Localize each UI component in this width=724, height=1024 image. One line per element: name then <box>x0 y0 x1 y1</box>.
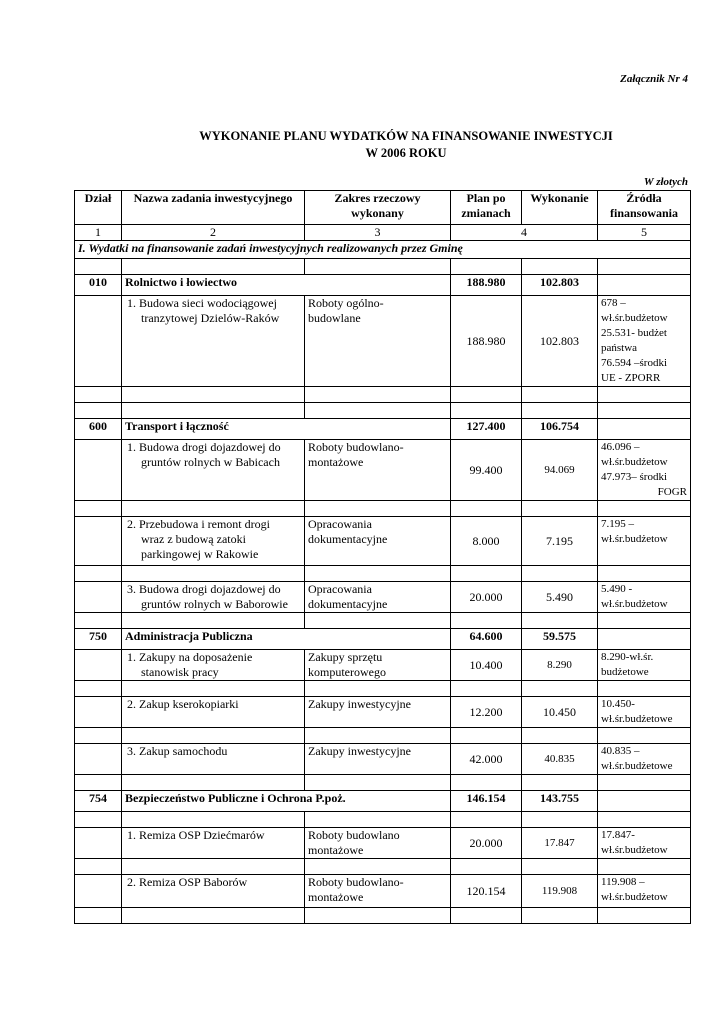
title-line-2: W 2006 ROKU <box>365 146 447 160</box>
task-row <box>75 296 691 387</box>
task-exec: 119.908 <box>522 875 598 908</box>
task-plan: 12.200 <box>451 697 522 728</box>
task-scope: Roboty budowlano- montażowe <box>305 875 451 908</box>
task-plan: 120.154 <box>451 875 522 908</box>
spacer-row <box>75 908 691 924</box>
dept-name: Rolnictwo i łowiectwo <box>122 275 451 296</box>
dept-plan: 127.400 <box>451 419 522 440</box>
task-name: 1. Budowa drogi dojazdowej do gruntów rolnych w Babicach <box>122 440 305 501</box>
header-plan: Plan po zmianach <box>451 191 522 225</box>
task-row <box>75 517 691 566</box>
spacer-row <box>75 501 691 517</box>
spacer-row <box>75 728 691 744</box>
task-name: 2. Zakup kserokopiarki <box>122 697 305 728</box>
task-exec: 17.847 <box>522 828 598 859</box>
dept-code: 010 <box>75 275 122 296</box>
colnum-1: 1 <box>75 225 122 241</box>
spacer-row <box>75 613 691 629</box>
task-name: 2. Przebudowa i remont drogi wraz z budową zatoki parkingowej w Rakowie <box>122 517 305 566</box>
task-row <box>75 697 691 728</box>
task-exec: 102.803 <box>522 296 598 387</box>
task-row <box>75 582 691 613</box>
task-plan: 99.400 <box>451 440 522 501</box>
task-exec: 40.835 <box>522 744 598 775</box>
task-source: 119.908 – wł.śr.budżetow <box>598 875 691 908</box>
task-source: 678 – wł.śr.budżetow 25.531- budżet państwa 76.594 –środki UE - ZPORR <box>598 296 691 387</box>
spacer-row <box>75 387 691 403</box>
department-row <box>75 629 691 650</box>
task-scope: Opracowania dokumentacyjne <box>305 582 451 613</box>
task-name: 1. Zakupy na doposażenie stanowisk pracy <box>122 650 305 681</box>
unit-label: W złotych <box>643 176 688 188</box>
task-name: 3. Budowa drogi dojazdowej do gruntów rolnych w Baborowie <box>122 582 305 613</box>
task-source: 5.490 - wł.śr.budżetow <box>598 582 691 613</box>
task-source: 10.450- wł.śr.budżetowe <box>598 697 691 728</box>
task-row <box>75 828 691 859</box>
department-row <box>75 275 691 296</box>
spacer-row <box>75 812 691 828</box>
task-scope: Zakupy inwestycyjne <box>305 697 451 728</box>
document-title <box>75 128 724 162</box>
annex-label: Załącznik Nr 4 <box>620 73 688 85</box>
header-dzial: Dział <box>75 191 122 225</box>
spacer-row <box>75 775 691 791</box>
dept-exec: 143.755 <box>522 791 598 812</box>
task-plan: 20.000 <box>451 828 522 859</box>
spacer-row <box>75 681 691 697</box>
header-exec: Wykonanie <box>522 191 598 225</box>
task-source: 7.195 – wł.śr.budżetow <box>598 517 691 566</box>
task-exec: 94.069 <box>522 440 598 501</box>
dept-exec: 59.575 <box>522 629 598 650</box>
task-scope: Roboty budowlano montażowe <box>305 828 451 859</box>
task-plan: 8.000 <box>451 517 522 566</box>
task-plan: 188.980 <box>451 296 522 387</box>
dept-exec: 102.803 <box>522 275 598 296</box>
dept-code: 600 <box>75 419 122 440</box>
task-scope: Roboty budowlano- montażowe <box>305 440 451 501</box>
task-scope: Opracowania dokumentacyjne <box>305 517 451 566</box>
dept-code: 750 <box>75 629 122 650</box>
task-row <box>75 744 691 775</box>
task-exec: 5.490 <box>522 582 598 613</box>
dept-name: Bezpieczeństwo Publiczne i Ochrona P.poż. <box>122 791 451 812</box>
dept-code: 754 <box>75 791 122 812</box>
dept-name: Administracja Publiczna <box>122 629 451 650</box>
task-plan: 10.400 <box>451 650 522 681</box>
task-source: 40.835 – wł.śr.budżetowe <box>598 744 691 775</box>
dept-exec: 106.754 <box>522 419 598 440</box>
task-row <box>75 650 691 681</box>
task-name: 1. Budowa sieci wodociągowej tranzytowej Dzielów-Raków <box>122 296 305 387</box>
spacer-row <box>75 566 691 582</box>
colnum-2: 2 <box>122 225 305 241</box>
section-row <box>75 241 691 259</box>
dept-plan: 64.600 <box>451 629 522 650</box>
header-src: Źródła finansowania <box>598 191 691 225</box>
task-scope: Zakupy sprzętu komputerowego <box>305 650 451 681</box>
task-plan: 20.000 <box>451 582 522 613</box>
title-line-1: WYKONANIE PLANU WYDATKÓW NA FINANSOWANIE INWESTYCJI <box>199 129 613 143</box>
spacer-row <box>75 259 691 275</box>
department-row <box>75 419 691 440</box>
task-scope: Roboty ogólno- budowlane <box>305 296 451 387</box>
colnum-4: 4 <box>451 225 598 241</box>
task-row <box>75 440 691 501</box>
task-source: 46.096 – wł.śr.budżetow 47.973– środki FOGR <box>598 440 691 501</box>
colnum-5: 5 <box>598 225 691 241</box>
section-title: I. Wydatki na finansowanie zadań inwestycyjnych realizowanych przez Gminę <box>75 241 691 259</box>
header-scope: Zakres rzeczowy wykonany <box>305 191 451 225</box>
task-name: 2. Remiza OSP Baborów <box>122 875 305 908</box>
task-exec: 7.195 <box>522 517 598 566</box>
header-name: Nazwa zadania inwestycyjnego <box>122 191 305 225</box>
colnum-3: 3 <box>305 225 451 241</box>
task-exec: 10.450 <box>522 697 598 728</box>
spacer-row <box>75 403 691 419</box>
task-source: 17.847- wł.śr.budżetow <box>598 828 691 859</box>
task-row <box>75 875 691 908</box>
spacer-row <box>75 859 691 875</box>
task-name: 1. Remiza OSP Dziećmarów <box>122 828 305 859</box>
investment-table <box>74 190 691 924</box>
department-row <box>75 791 691 812</box>
task-source: 8.290-wł.śr. budżetowe <box>598 650 691 681</box>
column-number-row <box>75 225 691 241</box>
task-plan: 42.000 <box>451 744 522 775</box>
dept-plan: 188.980 <box>451 275 522 296</box>
dept-name: Transport i łączność <box>122 419 451 440</box>
task-scope: Zakupy inwestycyjne <box>305 744 451 775</box>
task-name: 3. Zakup samochodu <box>122 744 305 775</box>
task-exec: 8.290 <box>522 650 598 681</box>
header-row <box>75 191 691 225</box>
dept-plan: 146.154 <box>451 791 522 812</box>
